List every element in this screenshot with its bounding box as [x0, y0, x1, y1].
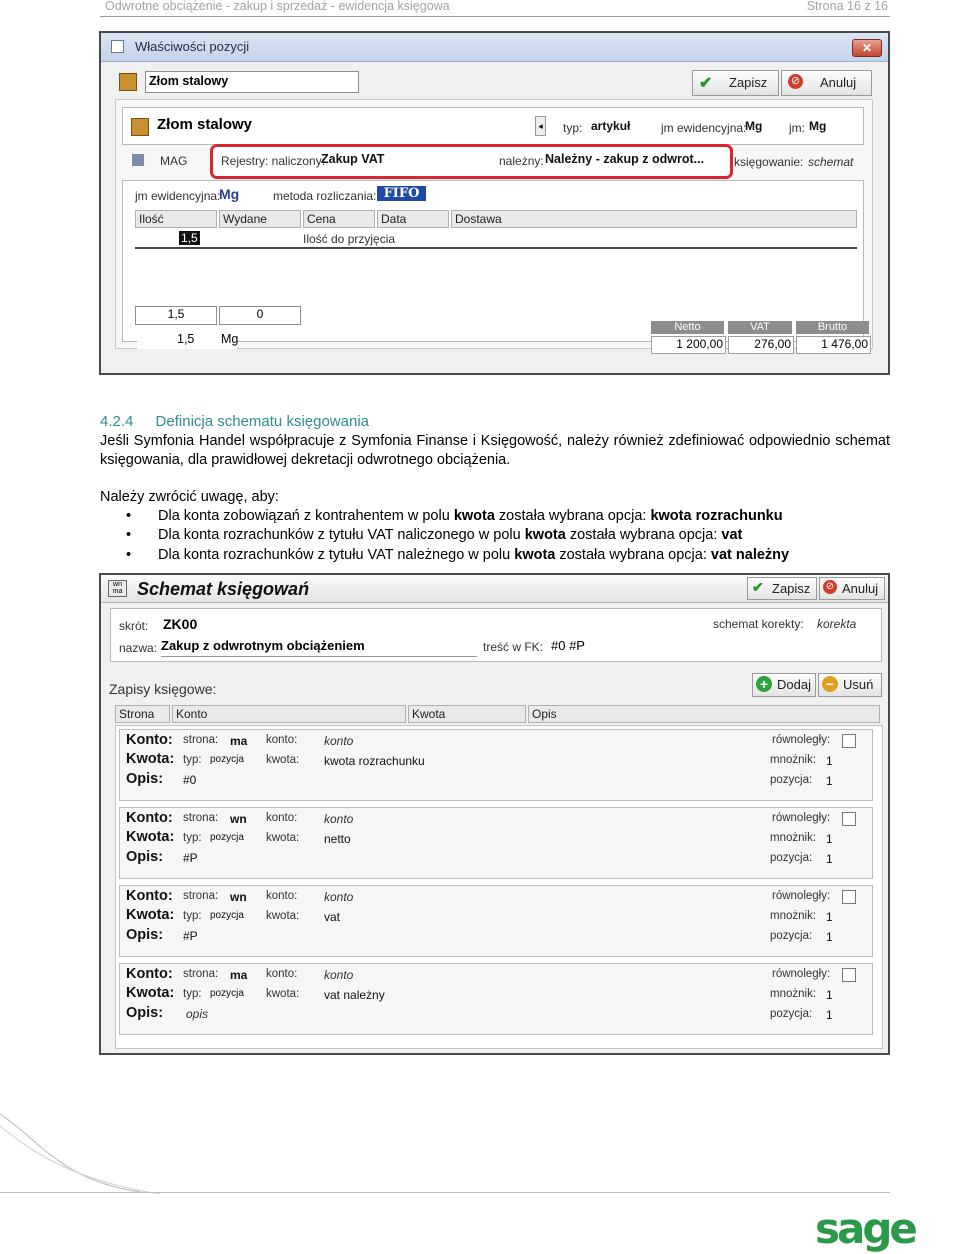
gross-head: Brutto [796, 321, 869, 334]
due-register-value[interactable]: Należny - zakup z odwrot... [545, 152, 705, 166]
posting-entry[interactable] [119, 729, 873, 801]
save-button[interactable] [747, 577, 817, 600]
account-value[interactable]: konto [324, 734, 354, 748]
item-name-value: Złom stalowy [149, 74, 229, 88]
position-label: pozycja: [770, 930, 813, 942]
registers-label: Rejestry: naliczony: [221, 154, 326, 168]
net-head: Netto [651, 321, 724, 334]
section-number: 4.2.4 [100, 413, 134, 430]
type-label: typ: [563, 121, 583, 135]
amount-label: Kwota: [126, 751, 175, 767]
description-value[interactable]: opis [186, 1007, 209, 1021]
col-head-konto[interactable] [172, 705, 406, 723]
paragraph-2: Należy zwrócić uwagę, aby: [100, 489, 279, 505]
unit-value: Mg [745, 119, 763, 133]
minus-icon: − [822, 676, 838, 692]
account-sublabel: konto: [266, 890, 298, 902]
short-value[interactable]: ZK00 [163, 616, 198, 632]
name-label: nazwa: [119, 641, 158, 655]
description-value[interactable]: #P [183, 851, 198, 865]
paragraph-1: Jeśli Symfonia Handel współpracuje z Symfonia Finanse i Księgowość, należy również zdefiniować odpowiednio schemat księgowania, dla prawidłowej dekretacji odwrotnego obciążenia. [100, 433, 890, 468]
position-label: pozycja: [770, 774, 813, 786]
fk-text-label: treść w FK: [483, 640, 544, 654]
sage-logo: sage [815, 1204, 915, 1253]
parallel-label: równoległy: [772, 890, 831, 902]
product-row [122, 107, 864, 145]
section-title: Definicja schematu księgowania [155, 413, 369, 430]
description-label: Opis: [126, 1005, 164, 1021]
col-head-cena[interactable] [303, 210, 375, 228]
row-note: Ilość do przyjęcia [303, 232, 396, 246]
bullet-3: Dla konta rozrachunków z tytułu VAT należnego w polu kwota została wybrana opcja: vat należny [158, 547, 790, 563]
parallel-label: równoległy: [772, 968, 831, 980]
cancel-button[interactable] [781, 70, 872, 96]
unit-value-2: Mg [219, 186, 240, 202]
multiplier-label: mnożnik: [770, 754, 817, 766]
plus-icon: + [756, 676, 772, 692]
amount-label: Kwota: [126, 829, 175, 845]
parallel-label: równoległy: [772, 734, 831, 746]
col-head-wydane[interactable] [219, 210, 301, 228]
cancel-icon: ⊘ [788, 74, 803, 89]
col-label: Opis [532, 707, 557, 721]
account-value[interactable]: konto [324, 812, 354, 826]
amount-sublabel: kwota: [266, 832, 300, 844]
position-value[interactable]: 1 [826, 774, 833, 788]
type-value[interactable]: pozycja [210, 754, 244, 765]
account-label: Konto: [126, 732, 173, 748]
cancel-label: Anuluj [820, 75, 857, 90]
side-value[interactable]: wn [230, 812, 247, 826]
col-head-ilosc[interactable] [135, 210, 217, 228]
method-label: metoda rozliczania: [273, 189, 377, 203]
sum-issued-value: 0 [256, 307, 264, 321]
posting-entry[interactable] [119, 807, 873, 879]
check-icon: ✔ [699, 75, 713, 92]
side-value[interactable]: wn [230, 890, 247, 904]
cancel-icon: ⊘ [823, 580, 837, 594]
col-head-data[interactable] [377, 210, 449, 228]
quantity-box [137, 329, 237, 349]
item-name-field[interactable] [145, 71, 359, 93]
entries-label: Zapisy księgowe: [109, 681, 217, 697]
account-label: Konto: [126, 888, 173, 904]
footer-divider [0, 1192, 890, 1193]
due-label: należny: [499, 154, 544, 168]
jm-value: Mg [809, 119, 827, 133]
description-value[interactable]: #0 [183, 773, 197, 787]
correction-label: schemat korekty: [713, 617, 804, 631]
quantity-value: 1,5 [177, 332, 195, 346]
net-value: 1 200,00 [651, 336, 726, 354]
sum-issued [219, 306, 301, 325]
col-head-strona[interactable] [115, 705, 170, 723]
posting-scheme-window [99, 573, 890, 1055]
position-label: pozycja: [770, 852, 813, 864]
save-label: Zapisz [729, 75, 768, 90]
short-label: skrót: [119, 619, 149, 633]
fk-text-value[interactable]: #0 #P [551, 638, 585, 653]
account-value[interactable]: konto [324, 890, 354, 904]
correction-value[interactable]: korekta [817, 617, 857, 631]
account-sublabel: konto: [266, 968, 298, 980]
delete-button[interactable] [818, 673, 882, 697]
jm-label: jm: [789, 121, 805, 135]
cancel-label: Anuluj [842, 581, 879, 596]
header-divider [100, 16, 890, 17]
col-label: Strona [119, 707, 155, 721]
item-panel [115, 99, 873, 349]
section-heading [100, 413, 369, 430]
col-head-opis[interactable] [528, 705, 880, 723]
account-label: Konto: [126, 966, 173, 982]
bullet: • [126, 547, 132, 563]
boxes-icon [119, 73, 137, 91]
parallel-label: równoległy: [772, 812, 831, 824]
multiplier-value[interactable]: 1 [826, 988, 833, 1002]
row-qty[interactable]: 1,5 [181, 231, 198, 245]
window-header [101, 575, 888, 603]
close-button[interactable]: ✕ [852, 39, 882, 57]
amount-value[interactable]: vat [324, 910, 341, 924]
side-label: strona: [183, 812, 219, 824]
multiplier-label: mnożnik: [770, 988, 817, 1000]
add-button[interactable] [752, 673, 816, 697]
delete-label: Usuń [843, 677, 874, 692]
parallel-checkbox[interactable] [842, 890, 856, 904]
method-value[interactable]: FIFO [377, 186, 426, 201]
footer-swoosh [0, 1100, 200, 1200]
col-label: Dostawa [455, 212, 502, 226]
amount-value[interactable]: vat należny [324, 988, 385, 1002]
amount-value[interactable]: netto [324, 832, 351, 846]
parallel-checkbox[interactable] [842, 734, 856, 748]
position-value[interactable]: 1 [826, 852, 833, 866]
delivery-row[interactable] [135, 229, 857, 249]
add-label: Dodaj [777, 677, 811, 692]
side-label: strona: [183, 734, 219, 746]
scheme-icon: wn ma [108, 580, 127, 597]
multiplier-value[interactable]: 1 [826, 910, 833, 924]
type-label: typ: [183, 988, 202, 1000]
type-value[interactable]: pozycja [210, 988, 244, 999]
save-button[interactable] [692, 70, 779, 96]
warehouse-icon [132, 154, 144, 166]
item-properties-window [99, 31, 890, 375]
side-value[interactable]: ma [230, 968, 248, 982]
col-label: Kwota [412, 707, 446, 721]
position-value[interactable]: 1 [826, 1008, 833, 1022]
posting-value[interactable]: schemat [808, 155, 854, 169]
cancel-button[interactable] [819, 577, 885, 600]
name-field[interactable]: Zakup z odwrotnym obciążeniem [161, 638, 477, 657]
description-label: Opis: [126, 927, 164, 943]
multiplier-value[interactable]: 1 [826, 754, 833, 768]
bullet: • [126, 508, 132, 524]
parallel-checkbox[interactable] [842, 968, 856, 982]
posting-entry[interactable] [119, 963, 873, 1035]
vat-value: 276,00 [728, 336, 794, 354]
vat-head: VAT [728, 321, 792, 334]
col-head-dostawa[interactable] [451, 210, 857, 228]
type-value[interactable]: pozycja [210, 910, 244, 921]
col-label: Konto [176, 707, 208, 721]
vat-registers-highlight [210, 144, 733, 179]
gross-value: 1 476,00 [796, 336, 871, 354]
window-title: Schemat księgowań [137, 579, 310, 599]
amount-value[interactable]: kwota rozrachunku [324, 754, 425, 768]
description-value[interactable]: #P [183, 929, 198, 943]
type-label: typ: [183, 754, 202, 766]
description-label: Opis: [126, 771, 164, 787]
unit-label: jm ewidencyjna: [661, 121, 747, 135]
bullet: • [126, 527, 132, 543]
purchase-register-value[interactable]: Zakup VAT [321, 152, 385, 166]
warehouse-label: MAG [160, 154, 188, 168]
check-icon: ✔ [752, 579, 764, 595]
parallel-checkbox[interactable] [842, 812, 856, 826]
side-label: strona: [183, 890, 219, 902]
side-value[interactable]: ma [230, 734, 248, 748]
account-sublabel: konto: [266, 812, 298, 824]
multiplier-label: mnożnik: [770, 910, 817, 922]
description-label: Opis: [126, 849, 164, 865]
account-sublabel: konto: [266, 734, 298, 746]
side-label: strona: [183, 968, 219, 980]
scheme-fields [110, 608, 882, 662]
amount-sublabel: kwota: [266, 988, 300, 1000]
multiplier-value[interactable]: 1 [826, 832, 833, 846]
window-titlebar [101, 33, 888, 62]
type-value: artykuł [591, 119, 631, 133]
sum-qty [135, 306, 217, 325]
page-header-title: Odwrotne obciążenie - zakup i sprzedaż - ewidencja księgowa [105, 0, 450, 13]
col-label: Wydane [223, 212, 267, 226]
amount-sublabel: kwota: [266, 910, 300, 922]
type-label: typ: [183, 910, 202, 922]
posting-label: księgowanie: [734, 155, 804, 169]
deliveries-panel [122, 180, 864, 342]
bullet-1: Dla konta zobowiązań z kontrahentem w polu kwota została wybrana opcja: kwota rozrachunku [158, 508, 783, 524]
window-icon [111, 40, 124, 53]
position-value[interactable]: 1 [826, 930, 833, 944]
product-icon [131, 118, 149, 136]
quantity-unit: Mg [221, 332, 239, 346]
col-head-kwota[interactable] [408, 705, 526, 723]
amount-label: Kwota: [126, 985, 175, 1001]
multiplier-label: mnożnik: [770, 832, 817, 844]
type-label: typ: [183, 832, 202, 844]
col-label: Cena [307, 212, 336, 226]
position-label: pozycja: [770, 1008, 813, 1020]
page-number: Strona 16 z 16 [806, 0, 888, 13]
window-title: Właściwości pozycji [135, 39, 250, 54]
sum-qty-value: 1,5 [167, 307, 185, 321]
save-label: Zapisz [772, 581, 811, 596]
unit-label-2: jm ewidencyjna: [135, 189, 221, 203]
col-label: Ilość [139, 212, 164, 226]
type-value[interactable]: pozycja [210, 832, 244, 843]
bullet-2: Dla konta rozrachunków z tytułu VAT naliczonego w polu kwota została wybrana opcja: vat [158, 527, 743, 543]
posting-entry[interactable] [119, 885, 873, 957]
dropdown-arrow-icon[interactable]: ◂ [535, 116, 546, 136]
account-label: Konto: [126, 810, 173, 826]
account-value[interactable]: konto [324, 968, 354, 982]
col-label: Data [381, 212, 407, 226]
product-name: Złom stalowy [157, 116, 253, 133]
amount-sublabel: kwota: [266, 754, 300, 766]
amount-label: Kwota: [126, 907, 175, 923]
